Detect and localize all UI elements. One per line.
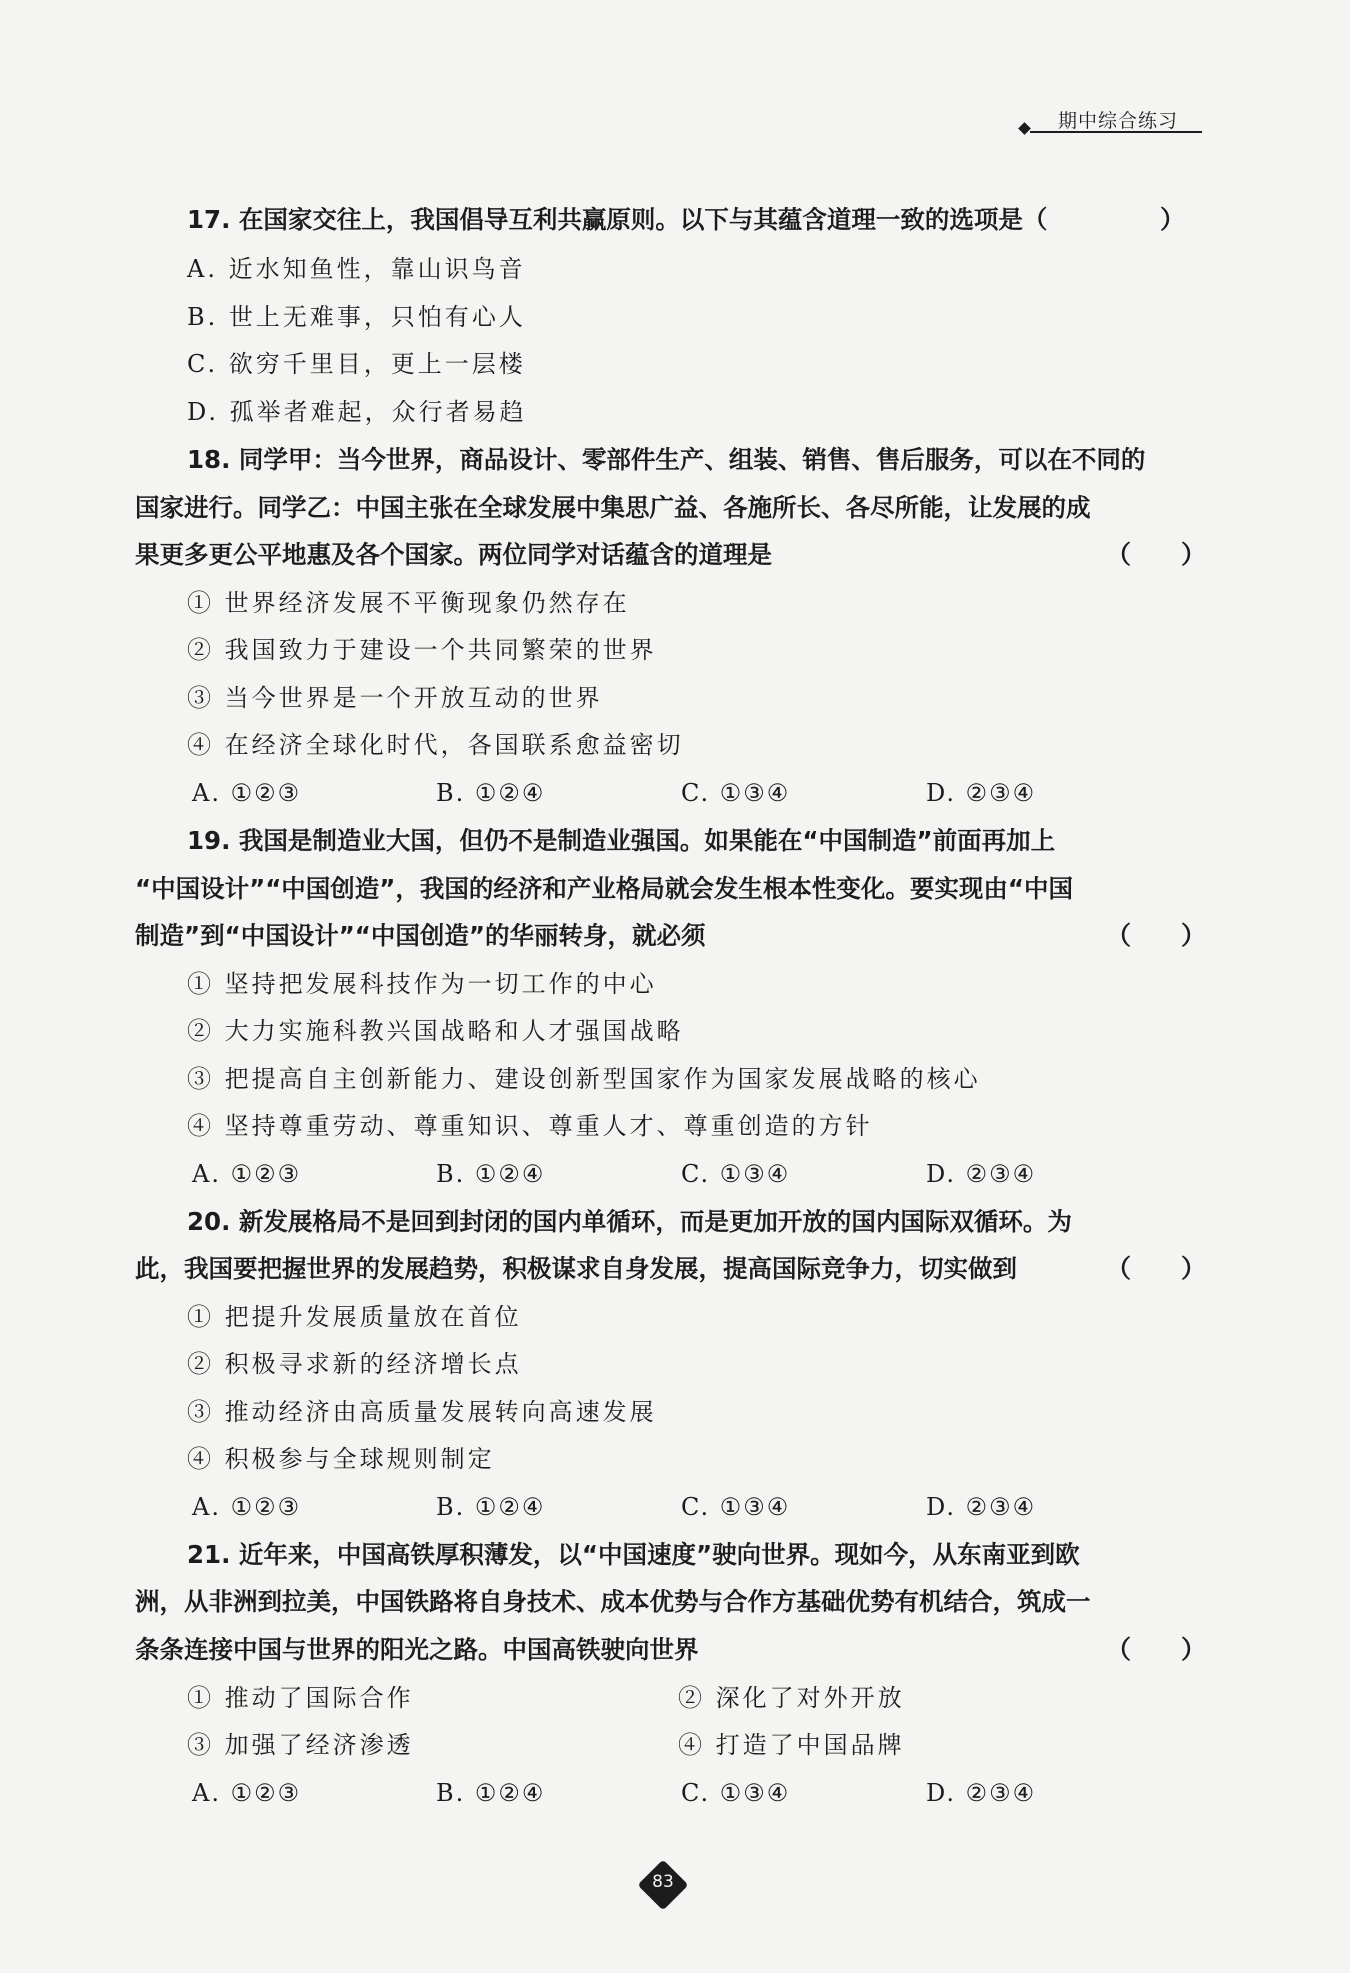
- question-19-item-2: ② 大力实施科教兴国战略和人才强国战略: [187, 1017, 684, 1045]
- question-19-stem-line-3: 制造”到“中国设计”“中国创造”的华丽转身，就必须: [135, 921, 706, 950]
- question-18-item-3: ③ 当今世界是一个开放互动的世界: [187, 684, 603, 712]
- question-18-choice-a: A. ①②③: [192, 779, 302, 807]
- question-17-option-d: D. 孤举者难起，众行者易趋: [187, 398, 527, 426]
- question-19-choice-b: B. ①②④: [436, 1160, 546, 1188]
- question-21-stem-line-1: 21. 近年来，中国高铁厚积薄发，以“中国速度”驶向世界。现如今，从东南亚到欧: [187, 1540, 1080, 1569]
- question-18-stem-line-1: 18. 同学甲：当今世界，商品设计、零部件生产、组装、销售、售后服务，可以在不同的: [187, 445, 1146, 474]
- question-18-choice-b: B. ①②④: [436, 779, 546, 807]
- page-number-badge: [638, 1860, 688, 1910]
- question-18-item-2: ② 我国致力于建设一个共同繁荣的世界: [187, 636, 657, 664]
- question-18-stem-line-3: 果更多更公平地惠及各个国家。两位同学对话蕴含的道理是: [135, 540, 772, 569]
- question-18-item-1: ① 世界经济发展不平衡现象仍然存在: [187, 589, 630, 617]
- question-20-stem-line-2: 此，我国要把握世界的发展趋势，积极谋求自身发展，提高国际竞争力，切实做到: [135, 1254, 1017, 1283]
- question-19-item-1: ① 坚持把发展科技作为一切工作的中心: [187, 970, 657, 998]
- question-17-option-a: A. 近水知鱼性，靠山识鸟音: [187, 255, 526, 283]
- question-19-item-3: ③ 把提高自主创新能力、建设创新型国家作为国家发展战略的核心: [187, 1065, 981, 1093]
- question-20-stem-line-1: 20. 新发展格局不是回到封闭的国内单循环，而是更加开放的国内国际双循环。为: [187, 1207, 1072, 1236]
- question-21-item-1: ① 推动了国际合作: [187, 1684, 414, 1712]
- question-21-choice-d: D. ②③④: [926, 1779, 1037, 1807]
- question-19-answer-paren: （ ）: [1106, 921, 1207, 950]
- question-21-choice-b: B. ①②④: [436, 1779, 546, 1807]
- question-18-choice-c: C. ①③④: [681, 779, 791, 807]
- question-20-choice-c: C. ①③④: [681, 1493, 791, 1521]
- page-number: 83: [652, 1872, 674, 1892]
- question-19-choice-c: C. ①③④: [681, 1160, 791, 1188]
- question-20-item-1: ① 把提升发展质量放在首位: [187, 1303, 522, 1331]
- diamond-bullet-icon: [1018, 122, 1031, 135]
- question-17-option-b: B. 世上无难事，只怕有心人: [187, 303, 526, 331]
- question-21-choice-a: A. ①②③: [192, 1779, 302, 1807]
- question-21-item-3: ③ 加强了经济渗透: [187, 1731, 414, 1759]
- question-21-stem-line-3: 条条连接中国与世界的阳光之路。中国高铁驶向世界: [135, 1635, 699, 1664]
- header-title: 期中综合练习: [1058, 110, 1179, 132]
- question-19-choice-d: D. ②③④: [926, 1160, 1037, 1188]
- question-21-stem-line-2: 洲，从非洲到拉美，中国铁路将自身技术、成本优势与合作方基础优势有机结合，筑成一: [135, 1587, 1091, 1616]
- question-19-stem-line-1: 19. 我国是制造业大国，但仍不是制造业强国。如果能在“中国制造”前面再加上: [187, 826, 1056, 855]
- question-18-choice-d: D. ②③④: [926, 779, 1037, 807]
- question-17-stem: 17. 在国家交往上，我国倡导互利共赢原则。以下与其蕴含道理一致的选项是（: [187, 205, 1048, 234]
- question-21-choice-c: C. ①③④: [681, 1779, 791, 1807]
- question-19-item-4: ④ 坚持尊重劳动、尊重知识、尊重人才、尊重创造的方针: [187, 1112, 873, 1140]
- question-18-stem-line-2: 国家进行。同学乙：中国主张在全球发展中集思广益、各施所长、各尽所能，让发展的成: [135, 493, 1091, 522]
- page-header: [1020, 106, 1192, 136]
- question-20-choice-d: D. ②③④: [926, 1493, 1037, 1521]
- question-21-item-2: ② 深化了对外开放: [678, 1684, 905, 1712]
- question-17-paren-close: ）: [1160, 205, 1186, 234]
- question-20-choice-b: B. ①②④: [436, 1493, 546, 1521]
- question-20-item-4: ④ 积极参与全球规则制定: [187, 1445, 495, 1473]
- question-21-item-4: ④ 打造了中国品牌: [678, 1731, 905, 1759]
- question-17-option-c: C. 欲穷千里目，更上一层楼: [187, 350, 526, 378]
- question-19-stem-line-2: “中国设计”“中国创造”，我国的经济和产业格局就会发生根本性变化。要实现由“中国: [135, 874, 1074, 903]
- question-20-item-2: ② 积极寻求新的经济增长点: [187, 1350, 522, 1378]
- question-18-answer-paren: （ ）: [1106, 540, 1207, 569]
- question-20-item-3: ③ 推动经济由高质量发展转向高速发展: [187, 1398, 657, 1426]
- question-19-choice-a: A. ①②③: [192, 1160, 302, 1188]
- question-20-answer-paren: （ ）: [1106, 1254, 1207, 1283]
- question-20-choice-a: A. ①②③: [192, 1493, 302, 1521]
- question-18-item-4: ④ 在经济全球化时代，各国联系愈益密切: [187, 731, 684, 759]
- question-21-answer-paren: （ ）: [1106, 1635, 1207, 1664]
